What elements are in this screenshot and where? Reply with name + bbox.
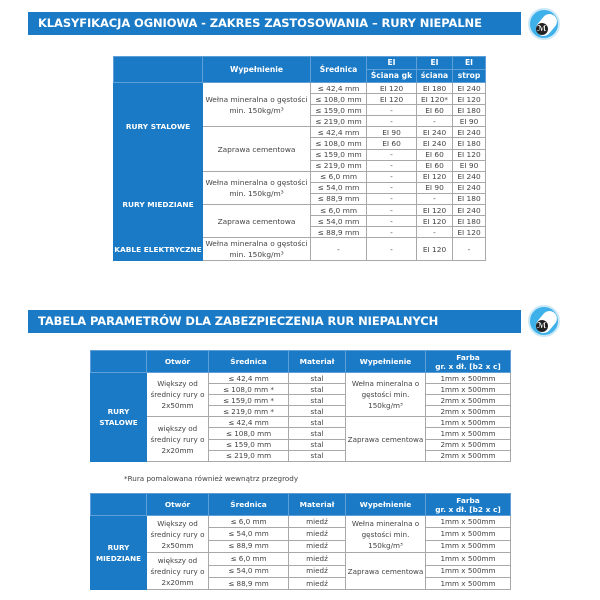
material-cell: stal bbox=[289, 373, 346, 384]
diameter-cell: ≤ 108,0 mm bbox=[311, 138, 367, 149]
material-cell: stal bbox=[289, 428, 346, 439]
diameter-cell: ≤ 42,4 mm bbox=[311, 83, 367, 94]
ei-ceiling-cell: - bbox=[453, 238, 486, 261]
ei-ceiling-cell: EI 180 bbox=[453, 216, 486, 227]
ei-ceiling-cell: EI 120 bbox=[453, 94, 486, 105]
ei-wall-cell: EI 120 bbox=[417, 238, 453, 261]
ei-ceiling-cell: EI 180 bbox=[453, 105, 486, 116]
filling-cell: Wełna mineralna o gęstości min. 150kg/m³ bbox=[203, 83, 311, 127]
material-cell: stal bbox=[289, 439, 346, 450]
ei-ceiling-cell: EI 120 bbox=[453, 227, 486, 238]
paint-header bbox=[426, 351, 511, 373]
paint-cell: 1mm x 500mm bbox=[426, 528, 511, 540]
table-row bbox=[91, 516, 511, 528]
paint-cell: 1mm x 500mm bbox=[426, 540, 511, 552]
ei-ceiling-cell: EI 240 bbox=[453, 127, 486, 138]
diameter-cell: ≤ 6,0 mm bbox=[209, 553, 289, 565]
material-cell: miedź bbox=[289, 553, 346, 565]
table-row bbox=[114, 83, 486, 94]
ei-gk-header: Ściana gk bbox=[367, 70, 417, 83]
opening-cell: Większy od średnicy rury o 2x50mm bbox=[147, 516, 209, 553]
diameter-cell: ≤ 54,0 mm bbox=[311, 182, 367, 193]
diameter-cell: ≤ 54,0 mm bbox=[209, 565, 289, 577]
diameter-header: Średnica bbox=[209, 494, 289, 516]
diameter-cell: ≤ 159,0 mm bbox=[209, 439, 289, 450]
diameter-cell: - bbox=[311, 238, 367, 261]
paint-header-units: gr. x dł. [b2 x c] bbox=[435, 504, 501, 514]
company-logo-icon: ℳ bbox=[528, 305, 560, 337]
table-row bbox=[91, 373, 511, 384]
company-logo-icon: ℳ bbox=[528, 8, 560, 40]
ei-wall-cell: EI 60 bbox=[417, 105, 453, 116]
diameter-cell: ≤ 88,9 mm bbox=[311, 193, 367, 204]
filling-cell: Zaprawa cementowa bbox=[203, 205, 311, 238]
material-cell: stal bbox=[289, 450, 346, 461]
ei-gk-cell: - bbox=[367, 182, 417, 193]
paint-cell: 1mm x 500mm bbox=[426, 384, 511, 395]
diameter-cell: ≤ 219,0 mm bbox=[311, 116, 367, 127]
diameter-cell: ≤ 6,0 mm bbox=[311, 205, 367, 216]
category-header bbox=[114, 57, 203, 83]
opening-cell: większy od średnicy rury o 2x20mm bbox=[147, 553, 209, 590]
category-cell: RURY MIEDZIANE bbox=[114, 171, 203, 238]
opening-cell: większy od średnicy rury o 2x20mm bbox=[147, 417, 209, 461]
material-cell: stal bbox=[289, 395, 346, 406]
ei-wall-cell: EI 120* bbox=[417, 94, 453, 105]
paint-cell: 1mm x 500mm bbox=[426, 417, 511, 428]
material-cell: miedź bbox=[289, 577, 346, 589]
diameter-cell: ≤ 159,0 mm * bbox=[209, 395, 289, 406]
opening-header: Otwór bbox=[147, 494, 209, 516]
diameter-cell: ≤ 108,0 mm * bbox=[209, 384, 289, 395]
filling-cell: Wełna mineralna o gęstości min. 150kg/m³ bbox=[203, 171, 311, 204]
material-header: Materiał bbox=[289, 494, 346, 516]
paint-cell: 1mm x 500mm bbox=[426, 373, 511, 384]
ei-wall-cell: EI 120 bbox=[417, 205, 453, 216]
filling-cell: Wełna mineralna o gęstości min. 150kg/m³ bbox=[346, 516, 426, 553]
opening-cell: Większy od średnicy rury o 2x50mm bbox=[147, 373, 209, 417]
ei-gk-header-top: EI bbox=[367, 57, 417, 70]
ei-gk-cell: - bbox=[367, 105, 417, 116]
footnote: *Rura pomalowana również wewnątrz przegrody bbox=[124, 474, 299, 483]
ei-ceiling-cell: EI 240 bbox=[453, 171, 486, 182]
diameter-cell: ≤ 88,9 mm bbox=[311, 227, 367, 238]
section2-title: TABELA PARAMETRÓW DLA ZABEZPIECZENIA RUR NIEPALNYCH bbox=[28, 310, 521, 333]
diameter-cell: ≤ 108,0 mm bbox=[311, 94, 367, 105]
diameter-cell: ≤ 6,0 mm bbox=[209, 516, 289, 528]
material-cell: miedź bbox=[289, 540, 346, 552]
material-cell: stal bbox=[289, 406, 346, 417]
ei-ceiling-cell: EI 240 bbox=[453, 182, 486, 193]
material-header: Materiał bbox=[289, 351, 346, 373]
material-cell: miedź bbox=[289, 565, 346, 577]
ei-wall-cell: EI 240 bbox=[417, 138, 453, 149]
diameter-cell: ≤ 42,4 mm bbox=[209, 373, 289, 384]
ei-ceiling-cell: EI 180 bbox=[453, 138, 486, 149]
category-cell: RURY MIEDZIANE bbox=[91, 516, 147, 590]
ei-gk-cell: - bbox=[367, 160, 417, 171]
material-cell: stal bbox=[289, 384, 346, 395]
diameter-cell: ≤ 159,0 mm bbox=[311, 149, 367, 160]
ei-ceiling-cell: EI 180 bbox=[453, 193, 486, 204]
diameter-header: Średnica bbox=[311, 57, 367, 83]
paint-header-title: Farba bbox=[456, 352, 480, 362]
section1-title: KLASYFIKACJA OGNIOWA - ZAKRES ZASTOSOWANIA – RURY NIEPALNE bbox=[28, 12, 521, 35]
ei-wall-cell: EI 120 bbox=[417, 216, 453, 227]
ei-gk-cell: - bbox=[367, 205, 417, 216]
diameter-cell: ≤ 159,0 mm bbox=[311, 105, 367, 116]
filling-cell: Zaprawa cementowa bbox=[203, 127, 311, 171]
copper-pipe-parameters-table bbox=[90, 493, 511, 590]
paint-cell: 1mm x 500mm bbox=[426, 428, 511, 439]
diameter-cell: ≤ 88,9 mm bbox=[209, 577, 289, 589]
ei-ceiling-cell: EI 90 bbox=[453, 160, 486, 171]
ei-ceiling-header: strop bbox=[453, 70, 486, 83]
material-cell: stal bbox=[289, 417, 346, 428]
filling-cell: Wełna mineralna o gęstości min. 150kg/m³ bbox=[203, 238, 311, 261]
ei-wall-cell: EI 180 bbox=[417, 83, 453, 94]
diameter-header: Średnica bbox=[209, 351, 289, 373]
diameter-cell: ≤ 88,9 mm bbox=[209, 540, 289, 552]
ei-wall-cell: - bbox=[417, 193, 453, 204]
ei-wall-cell: EI 60 bbox=[417, 160, 453, 171]
ei-wall-header: ściana bbox=[417, 70, 453, 83]
diameter-cell: ≤ 219,0 mm * bbox=[209, 406, 289, 417]
diameter-cell: ≤ 219,0 mm bbox=[209, 450, 289, 461]
ei-gk-cell: - bbox=[367, 193, 417, 204]
diameter-cell: ≤ 6,0 mm bbox=[311, 171, 367, 182]
ei-wall-cell: EI 240 bbox=[417, 127, 453, 138]
category-header bbox=[91, 351, 147, 373]
diameter-cell: ≤ 108,0 mm bbox=[209, 428, 289, 439]
ei-wall-header-top: EI bbox=[417, 57, 453, 70]
ei-wall-cell: EI 90 bbox=[417, 182, 453, 193]
ei-gk-cell: EI 120 bbox=[367, 94, 417, 105]
paint-cell: 2mm x 500mm bbox=[426, 450, 511, 461]
category-cell: KABLE ELEKTRYCZNE bbox=[114, 238, 203, 261]
diameter-cell: ≤ 42,4 mm bbox=[311, 127, 367, 138]
ei-gk-cell: EI 120 bbox=[367, 83, 417, 94]
filling-cell: Zaprawa cementowa bbox=[346, 553, 426, 590]
ei-ceiling-cell: EI 240 bbox=[453, 83, 486, 94]
table-row bbox=[114, 171, 486, 182]
paint-header-units: gr. x dł. [b2 x c] bbox=[435, 361, 501, 371]
paint-cell: 1mm x 500mm bbox=[426, 516, 511, 528]
category-cell: RURY STALOWE bbox=[91, 373, 147, 462]
ei-ceiling-cell: EI 90 bbox=[453, 116, 486, 127]
paint-cell: 1mm x 500mm bbox=[426, 577, 511, 589]
paint-cell: 2mm x 500mm bbox=[426, 395, 511, 406]
filling-header: Wypełnienie bbox=[346, 494, 426, 516]
ei-gk-cell: - bbox=[367, 238, 417, 261]
ei-wall-cell: EI 120 bbox=[417, 171, 453, 182]
ei-gk-cell: - bbox=[367, 116, 417, 127]
paint-cell: 1mm x 500mm bbox=[426, 565, 511, 577]
table-row bbox=[91, 417, 511, 428]
paint-cell: 2mm x 500mm bbox=[426, 439, 511, 450]
paint-cell: 2mm x 500mm bbox=[426, 406, 511, 417]
material-cell: miedź bbox=[289, 528, 346, 540]
diameter-cell: ≤ 54,0 mm bbox=[311, 216, 367, 227]
steel-pipe-parameters-table bbox=[90, 350, 511, 462]
fire-classification-table bbox=[113, 56, 486, 261]
diameter-cell: ≤ 219,0 mm bbox=[311, 160, 367, 171]
category-header bbox=[91, 494, 147, 516]
opening-header: Otwór bbox=[147, 351, 209, 373]
ei-gk-cell: - bbox=[367, 227, 417, 238]
ei-wall-cell: EI 60 bbox=[417, 149, 453, 160]
table-row bbox=[91, 553, 511, 565]
ei-ceiling-header-top: EI bbox=[453, 57, 486, 70]
ei-gk-cell: - bbox=[367, 171, 417, 182]
ei-ceiling-cell: EI 120 bbox=[453, 149, 486, 160]
filling-header: Wypełnienie bbox=[346, 351, 426, 373]
paint-header-title: Farba bbox=[456, 495, 480, 505]
ei-gk-cell: - bbox=[367, 149, 417, 160]
material-cell: miedź bbox=[289, 516, 346, 528]
diameter-cell: ≤ 42,4 mm bbox=[209, 417, 289, 428]
ei-gk-cell: EI 60 bbox=[367, 138, 417, 149]
filling-header: Wypełnienie bbox=[203, 57, 311, 83]
diameter-cell: ≤ 54,0 mm bbox=[209, 528, 289, 540]
ei-gk-cell: - bbox=[367, 216, 417, 227]
filling-cell: Zaprawa cementowa bbox=[346, 417, 426, 461]
filling-cell: Wełna mineralna o gęstości min. 150kg/m³ bbox=[346, 373, 426, 417]
paint-header bbox=[426, 494, 511, 516]
ei-ceiling-cell: EI 240 bbox=[453, 205, 486, 216]
ei-gk-cell: EI 90 bbox=[367, 127, 417, 138]
ei-wall-cell: - bbox=[417, 227, 453, 238]
ei-wall-cell: - bbox=[417, 116, 453, 127]
paint-cell: 1mm x 500mm bbox=[426, 553, 511, 565]
category-cell: RURY STALOWE bbox=[114, 83, 203, 172]
table-row bbox=[114, 238, 486, 261]
